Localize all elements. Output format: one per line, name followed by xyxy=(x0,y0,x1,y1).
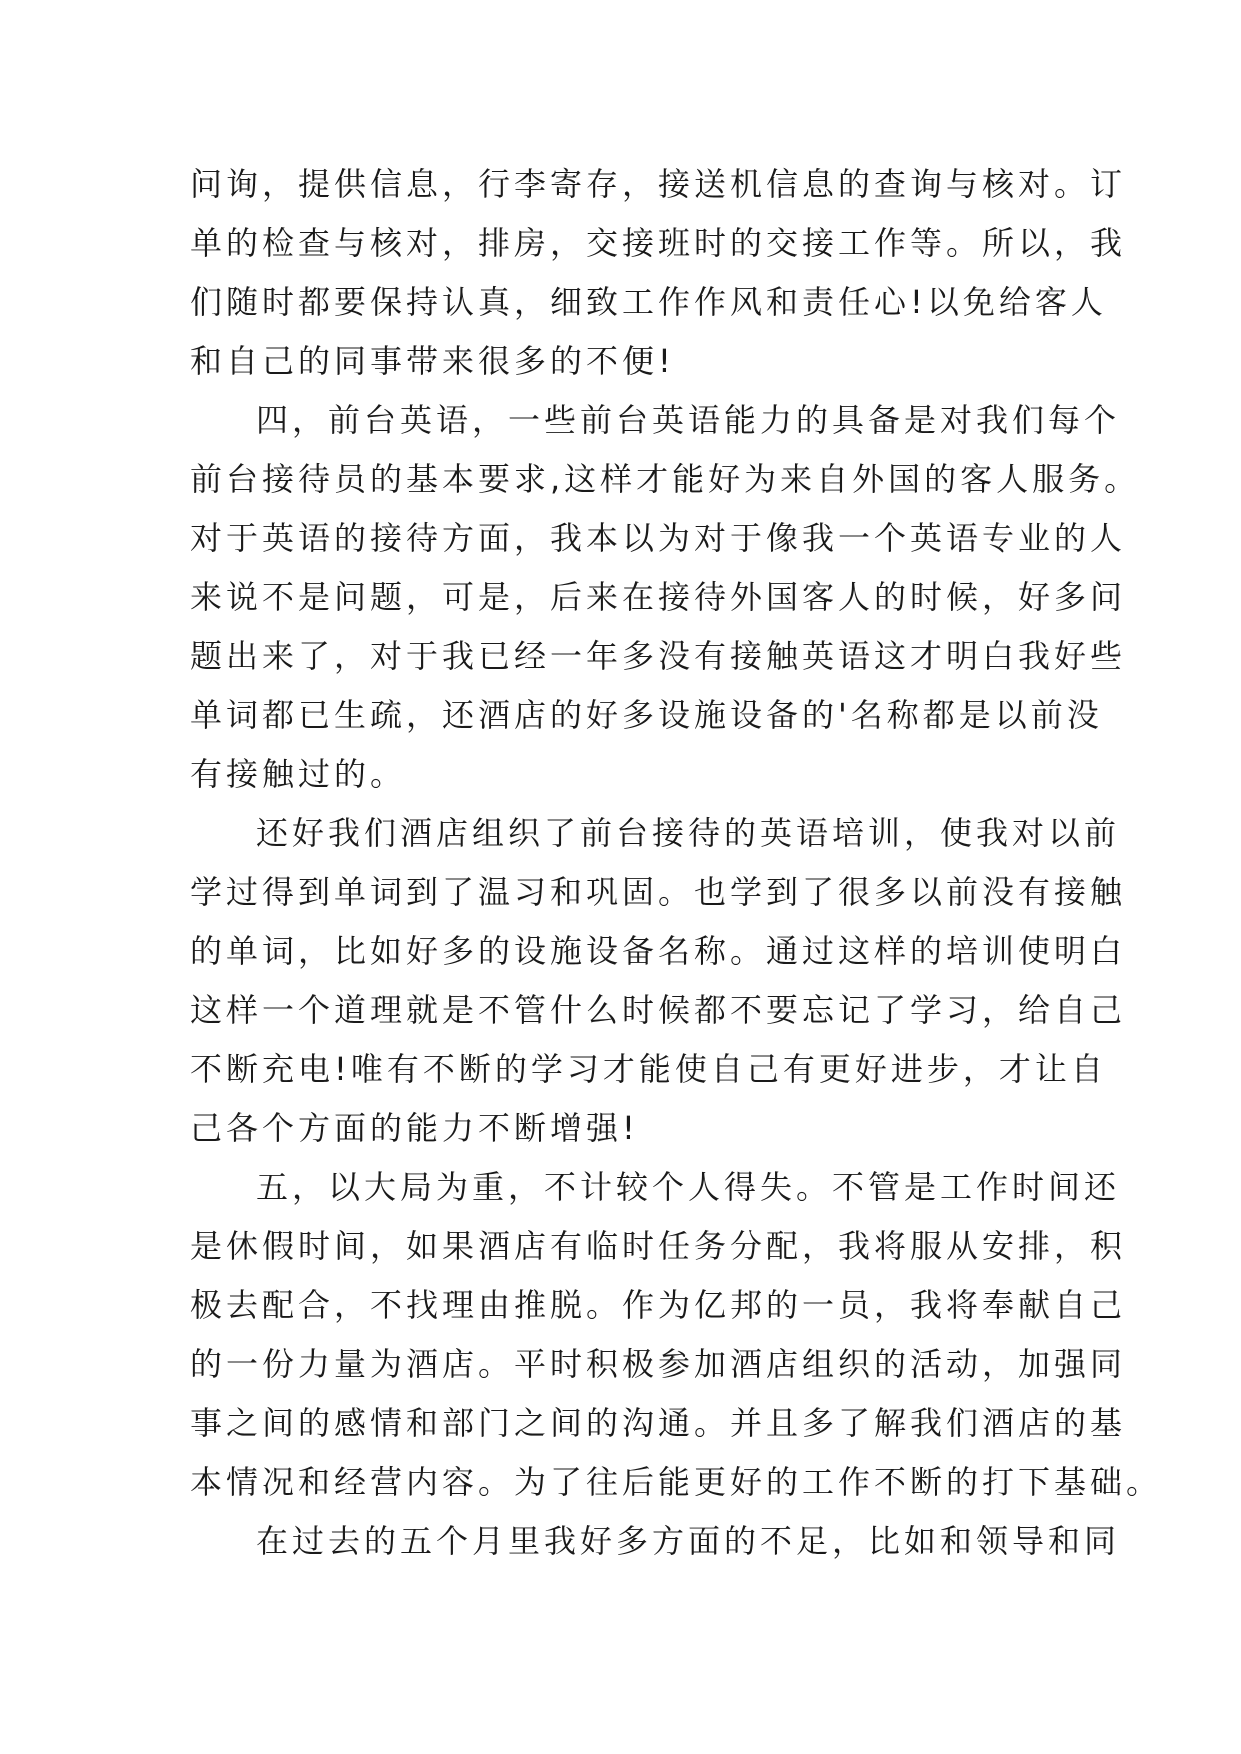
text-line: 在过去的五个月里我好多方面的不足，比如和领导和同 xyxy=(256,1522,1121,1560)
text-line: 的单词，比如好多的设施设备名称。通过这样的培训使明白 xyxy=(190,932,1127,970)
text-line: 四，前台英语，一些前台英语能力的具备是对我们每个 xyxy=(256,401,1121,439)
text-line: 有接触过的。 xyxy=(190,755,407,793)
text-line: 和自己的同事带来很多的不便! xyxy=(190,342,675,380)
text-line: 来说不是问题，可是，后来在接待外国客人的时候，好多问 xyxy=(190,578,1127,616)
text-line: 事之间的感情和部门之间的沟通。并且多了解我们酒店的基 xyxy=(190,1404,1127,1442)
text-line: 这样一个道理就是不管什么时候都不要忘记了学习，给自己 xyxy=(190,991,1127,1029)
text-line: 题出来了，对于我已经一年多没有接触英语这才明白我好些 xyxy=(190,637,1127,675)
text-line: 的一份力量为酒店。平时积极参加酒店组织的活动，加强同 xyxy=(190,1345,1127,1383)
text-line: 单词都已生疏，还酒店的好多设施设备的'名称都是以前没 xyxy=(190,696,1103,734)
text-line: 们随时都要保持认真，细致工作作风和责任心!以免给客人 xyxy=(190,283,1107,321)
text-line: 问询，提供信息，行李寄存，接送机信息的查询与核对。订 xyxy=(190,165,1127,203)
document-body xyxy=(190,155,1163,1571)
text-line: 本情况和经营内容。为了往后能更好的工作不断的打下基础。 xyxy=(190,1463,1163,1501)
text-line: 五，以大局为重，不计较个人得失。不管是工作时间还 xyxy=(256,1168,1121,1206)
text-line: 不断充电!唯有不断的学习才能使自己有更好进步，才让自 xyxy=(190,1050,1107,1088)
text-line: 前台接待员的基本要求,这样才能好为来自外国的客人服务。 xyxy=(190,460,1141,498)
text-line: 是休假时间，如果酒店有临时任务分配，我将服从安排，积 xyxy=(190,1227,1127,1265)
text-line: 己各个方面的能力不断增强! xyxy=(190,1109,639,1147)
text-line: 对于英语的接待方面，我本以为对于像我一个英语专业的人 xyxy=(190,519,1127,557)
text-line: 还好我们酒店组织了前台接待的英语培训，使我对以前 xyxy=(256,814,1121,852)
text-line: 单的检查与核对，排房，交接班时的交接工作等。所以，我 xyxy=(190,224,1127,262)
text-line: 学过得到单词到了温习和巩固。也学到了很多以前没有接触 xyxy=(190,873,1127,911)
text-line: 极去配合，不找理由推脱。作为亿邦的一员，我将奉献自己 xyxy=(190,1286,1127,1324)
